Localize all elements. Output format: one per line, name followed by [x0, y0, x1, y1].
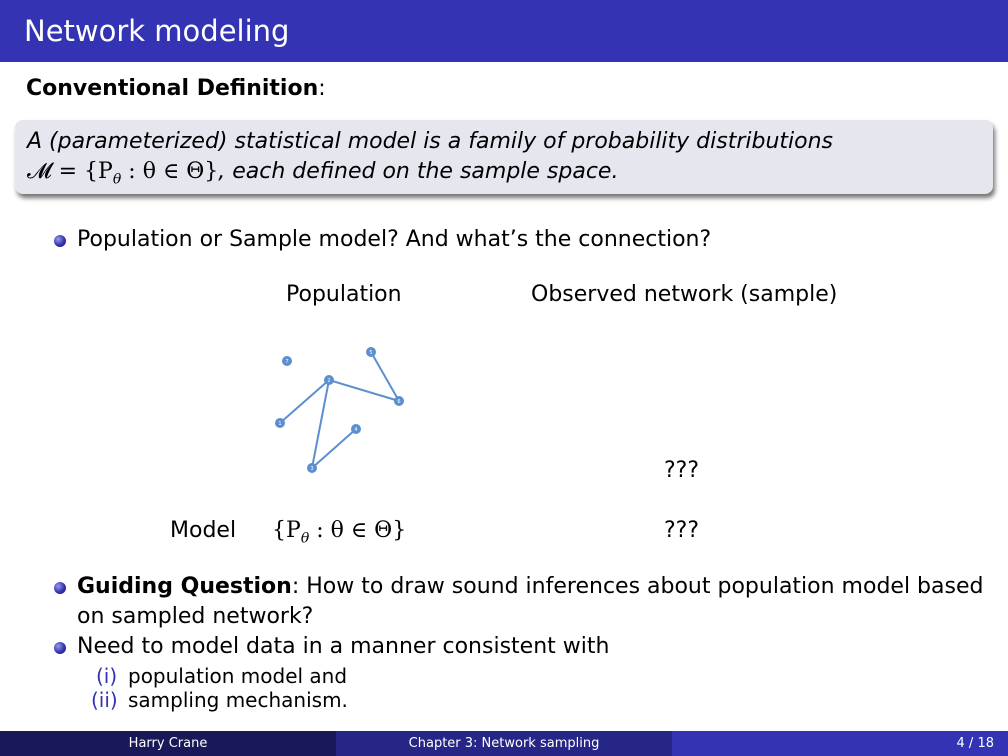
node-2-label: 2 [327, 378, 331, 384]
bullet-3-text: Need to model data in a manner consistent with [77, 634, 610, 659]
sub-item-text-i: population model and [128, 664, 348, 688]
sample-model-unknown: ??? [664, 518, 700, 543]
observed-network-unknown: ??? [664, 458, 700, 483]
model-math-rest: : θ ∈ Θ} [309, 518, 407, 543]
definition-math-rest: : θ ∈ Θ} [121, 159, 219, 184]
definition-heading-colon: : [318, 76, 326, 101]
node-6-label: 6 [397, 399, 401, 405]
definition-heading [26, 76, 326, 101]
definition-line-1: A (parameterized) statistical model is a family of probability distributions [27, 129, 834, 154]
bullet-1-text: Population or Sample model? And what’s the connection? [77, 227, 712, 252]
bullet-2-text [77, 574, 983, 599]
model-math: {P [272, 518, 301, 543]
bullet-icon [54, 582, 66, 594]
sub-item-label-ii: (ii) [91, 688, 118, 712]
population-label: Population [286, 282, 402, 307]
bullet-2-line-2: on sampled network? [77, 604, 314, 629]
bullet-icon [54, 235, 66, 247]
bullet-icon [54, 642, 66, 654]
node-5-label: 5 [369, 350, 373, 356]
sub-item-label-i: (i) [96, 664, 118, 688]
definition-block [15, 120, 993, 194]
sub-item-text-ii: sampling mechanism. [128, 688, 348, 712]
definition-line-2-text: , each defined on the sample space. [218, 159, 619, 184]
footer-page-segment [672, 731, 1008, 756]
footer [0, 731, 1008, 756]
page-number: 4 / 18 [956, 736, 994, 751]
node-3-label: 3 [310, 466, 314, 472]
bullet-2-rest: : How to draw sound inferences about population model based [291, 574, 984, 599]
definition-heading-bold: Conventional Definition [26, 76, 319, 101]
network-graph [270, 340, 420, 480]
bullet-2-bold: Guiding Question [77, 574, 292, 599]
slide-title: Network modeling [24, 14, 290, 48]
population-model-math [272, 518, 406, 546]
node-4-label: 4 [354, 427, 358, 433]
definition-math-sub: θ [112, 171, 122, 188]
footer-author: Harry Crane [0, 731, 336, 756]
node-1-label: 1 [278, 421, 282, 427]
title-bar [0, 0, 1008, 62]
footer-chapter: Chapter 3: Network sampling [336, 731, 672, 756]
model-label: Model [170, 518, 237, 543]
node-7-label: 7 [285, 359, 289, 365]
model-math-sub: θ [300, 530, 310, 547]
definition-math: 𝓜 = {P [27, 159, 113, 184]
observed-network-label: Observed network (sample) [531, 282, 838, 307]
definition-line-2 [27, 159, 618, 187]
